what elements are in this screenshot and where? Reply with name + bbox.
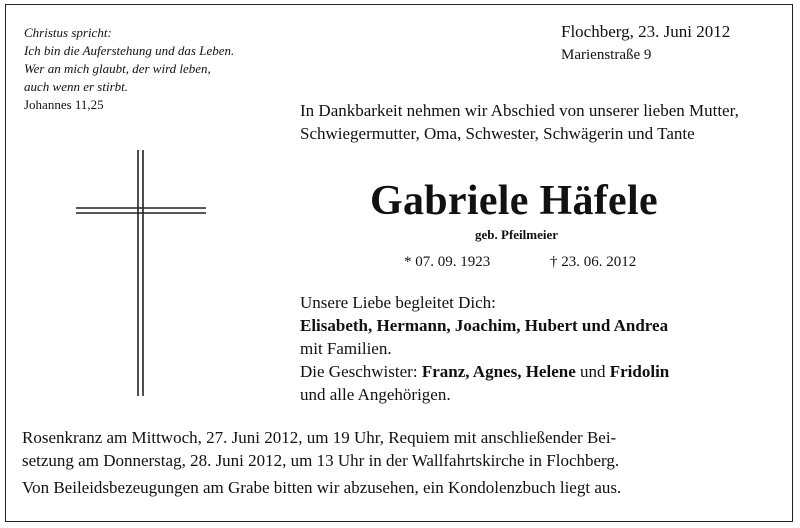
with-families: mit Familien. bbox=[300, 339, 392, 358]
cross-icon bbox=[74, 148, 208, 398]
quote-reference: Johannes 11,25 bbox=[24, 97, 104, 112]
maiden-name: geb. Pfeilmeier bbox=[475, 227, 559, 242]
service-notice bbox=[22, 426, 782, 499]
condolence-note: Von Beileidsbezeugungen am Grabe bitten wir abzusehen, ein Kondolenzbuch liegt aus. bbox=[22, 478, 622, 497]
service-line: Rosenkranz am Mittwoch, 27. Juni 2012, um 19 Uhr, Requiem mit anschließender Bei- bbox=[22, 428, 617, 447]
quote-line: Ich bin die Auferstehung und das Leben. bbox=[24, 43, 235, 58]
place-date: Flochberg, 23. Juni 2012 bbox=[561, 22, 731, 41]
service-line: setzung am Donnerstag, 28. Juni 2012, um 13 Uhr in der Wallfahrtskirche in Flochberg. bbox=[22, 451, 620, 470]
mourners-block bbox=[300, 291, 669, 406]
quote-line: auch wenn er stirbt. bbox=[24, 79, 128, 94]
death-date: † 23. 06. 2012 bbox=[550, 254, 637, 270]
sibling-last-name: Fridolin bbox=[609, 362, 670, 381]
mourners-intro: Unsere Liebe begleitet Dich: bbox=[300, 293, 496, 312]
siblings-line bbox=[300, 360, 669, 383]
children-names: Elisabeth, Hermann, Joachim, Hubert und Andrea bbox=[300, 316, 669, 335]
quote-line: Wer an mich glaubt, der wird leben, bbox=[24, 61, 211, 76]
intro-text: In Dankbarkeit nehmen wir Abschied von unserer lieben Mutter, Schwiegermutter, Oma, Schwester, Schwägerin und Tante bbox=[300, 101, 739, 143]
birth-date: * 07. 09. 1923 bbox=[404, 254, 491, 270]
quote-line: Christus spricht: bbox=[24, 25, 112, 40]
siblings-prefix: Die Geschwister: bbox=[300, 362, 422, 381]
street-address: Marienstraße 9 bbox=[561, 47, 652, 63]
deceased-name: Gabriele Häfele bbox=[370, 178, 658, 224]
bible-quote bbox=[24, 24, 234, 114]
siblings-conjunction: und bbox=[575, 362, 610, 381]
siblings-names: Franz, Agnes, Helene bbox=[421, 362, 576, 381]
all-relatives: und alle Angehörigen. bbox=[300, 385, 451, 404]
